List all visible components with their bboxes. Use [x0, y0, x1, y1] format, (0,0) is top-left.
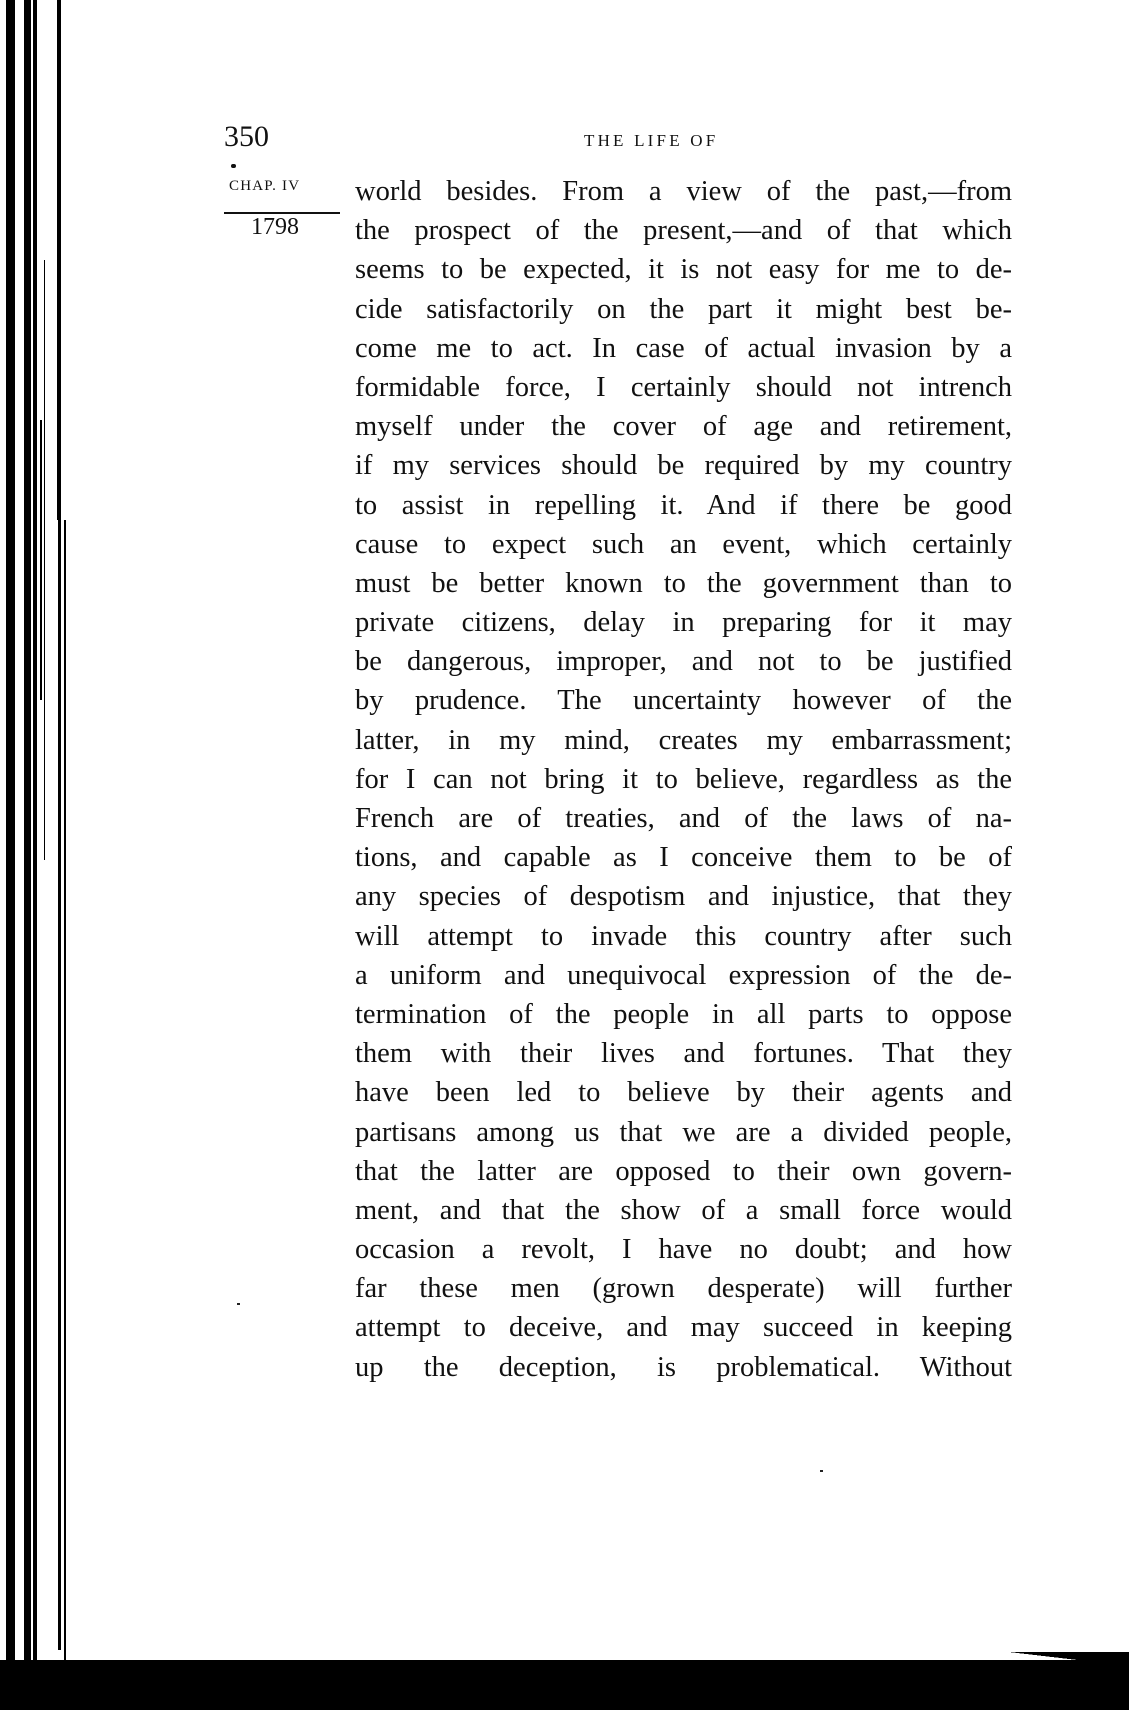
text-line: partisans among us that we are a divided people, [355, 1116, 1012, 1148]
scan-speck [237, 1303, 240, 1305]
text-line: by prudence. The uncertainty however of the [355, 685, 1012, 717]
running-head: THE LIFE OF [584, 131, 719, 150]
text-line: for I can not bring it to believe, regardless as the [355, 763, 1012, 795]
text-line: formidable force, I certainly should not intrench [355, 371, 1012, 403]
text-line: cide satisfactorily on the part it might best be- [355, 293, 1012, 325]
margin-chapter-label: CHAP. IV [229, 178, 301, 194]
text-line: be dangerous, improper, and not to be justified [355, 646, 1012, 678]
body-text [355, 172, 1012, 1387]
page-number: 350 [224, 120, 269, 153]
text-line: private citizens, delay in preparing for it may [355, 607, 1012, 639]
scan-bottom-border-edge [1009, 1652, 1129, 1666]
text-line: myself under the cover of age and retirement, [355, 411, 1012, 443]
text-line: world besides. From a view of the past,—from [355, 176, 1012, 207]
text-line: the prospect of the present,—and of that which [355, 215, 1012, 247]
text-line: any species of despotism and injustice, that they [355, 881, 1012, 913]
text-line: them with their lives and fortunes. That they [355, 1038, 1012, 1070]
text-line: have been led to believe by their agents and [355, 1077, 1012, 1109]
text-line: up the deception, is problematical. Without [355, 1351, 1012, 1383]
text-line: tions, and capable as I conceive them to be of [355, 842, 1012, 874]
text-line: that the latter are opposed to their own govern- [355, 1155, 1012, 1187]
text-line: to assist in repelling it. And if there be good [355, 489, 1012, 521]
scan-bottom-border [0, 1660, 1129, 1710]
page-number-mark [231, 164, 236, 168]
scan-binding-edge [0, 0, 72, 1680]
text-line: attempt to deceive, and may succeed in keeping [355, 1312, 1012, 1344]
text-line: will attempt to invade this country after such [355, 920, 1012, 952]
text-line: termination of the people in all parts to oppose [355, 998, 1012, 1030]
text-line: occasion a revolt, I have no doubt; and how [355, 1234, 1012, 1266]
text-line: must be better known to the government than to [355, 567, 1012, 599]
text-line: French are of treaties, and of the laws of na- [355, 803, 1012, 834]
text-line: come me to act. In case of actual invasion by a [355, 332, 1012, 364]
text-line: a uniform and unequivocal expression of the de- [355, 959, 1012, 991]
text-line: seems to be expected, it is not easy for me to de- [355, 254, 1012, 286]
text-line: latter, in my mind, creates my embarrassment; [355, 724, 1012, 756]
scan-speck [820, 1470, 823, 1472]
text-line: ment, and that the show of a small force would [355, 1194, 1012, 1226]
margin-year-label: 1798 [251, 214, 299, 240]
text-line: cause to expect such an event, which certainly [355, 528, 1012, 560]
text-line: far these men (grown desperate) will further [355, 1273, 1012, 1305]
text-line: if my services should be required by my country [355, 450, 1012, 482]
